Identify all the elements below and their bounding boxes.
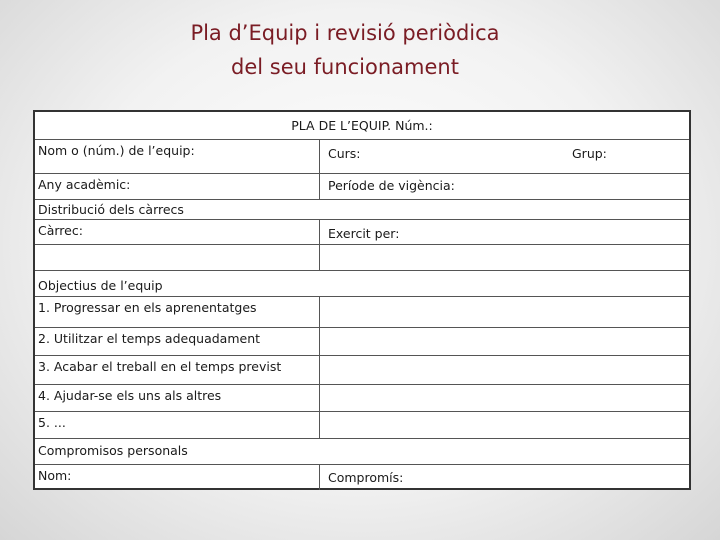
commitment-label: Compromís: [328, 470, 404, 485]
team-name-row [35, 139, 689, 173]
objective-row [35, 384, 689, 411]
role-row-empty [35, 244, 689, 270]
form-heading: PLA DE L’EQUIP. Núm.: [291, 118, 433, 133]
objective-2: 2. Utilitzar el temps adequadament [38, 331, 261, 346]
group-label: Grup: [572, 146, 607, 161]
role-label: Càrrec: [38, 223, 83, 238]
objective-5: 5. ... [38, 415, 66, 430]
roles-section-header: Distribució dels càrrecs [38, 202, 184, 217]
objective-4: 4. Ajudar-se els uns als altres [38, 388, 222, 403]
name-label: Nom: [38, 468, 72, 483]
title-line-1: Pla d’Equip i revisió periòdica [190, 21, 500, 45]
objective-row [35, 411, 689, 438]
commitments-section-row [35, 438, 689, 464]
roles-section-row [35, 199, 689, 219]
title-line-2: del seu funcionament [231, 55, 459, 79]
role-row [35, 219, 689, 244]
course-label: Curs: [328, 146, 361, 161]
objectives-section-header: Objectius de l’equip [38, 278, 163, 293]
objective-row [35, 355, 689, 384]
objectives-section-row [35, 270, 689, 296]
team-name-label: Nom o (núm.) de l’equip: [38, 143, 195, 158]
page-title [0, 16, 690, 84]
objective-1: 1. Progressar en els aprenentatges [38, 300, 257, 315]
objective-row [35, 296, 689, 327]
academic-year-row [35, 173, 689, 199]
commitment-row [35, 464, 689, 490]
form-heading-row [35, 112, 689, 139]
team-plan-form [33, 110, 691, 490]
commitments-section-header: Compromisos personals [38, 443, 188, 458]
objective-row [35, 327, 689, 355]
exercised-by-label: Exercit per: [328, 226, 400, 241]
validity-label: Període de vigència: [328, 178, 455, 193]
objective-3: 3. Acabar el treball en el temps previst [38, 359, 282, 374]
academic-year-label: Any acadèmic: [38, 177, 131, 192]
